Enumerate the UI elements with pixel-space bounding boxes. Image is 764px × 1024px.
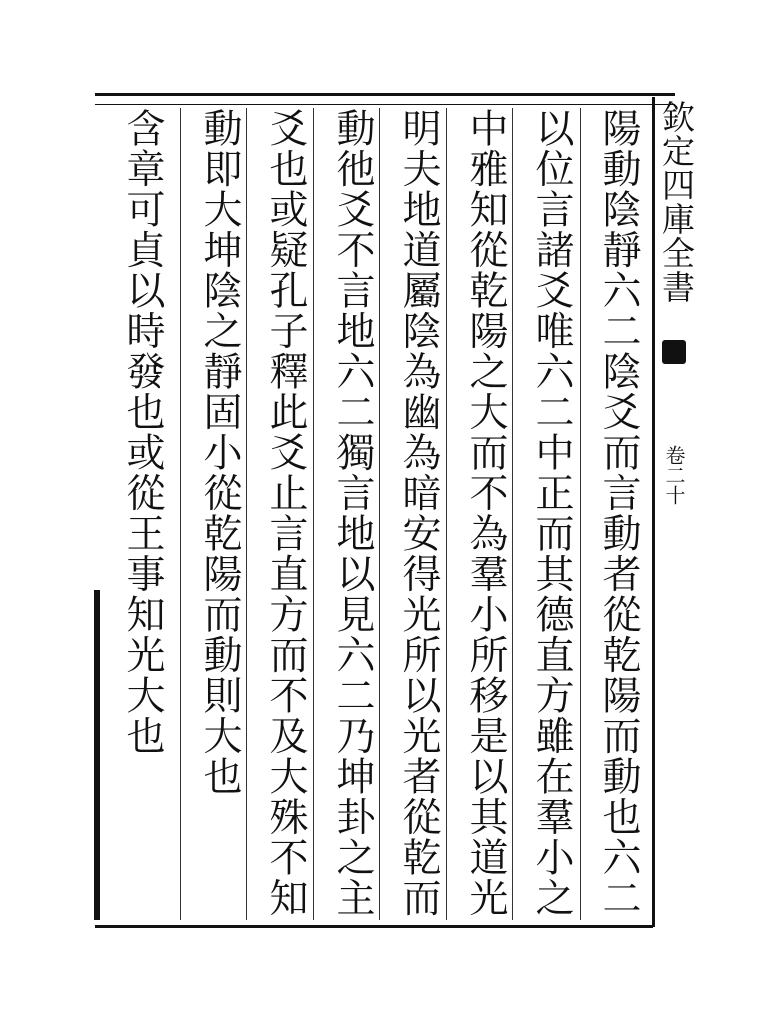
column-divider xyxy=(180,108,181,920)
text-column-8: 含章可貞以時發也或從王事知光大也 xyxy=(120,108,165,756)
text-column-3: 中雅知從乾陽之大而不為羣小所移是以其道光 xyxy=(463,108,508,918)
text-column-5: 動彵爻不言地六二獨言地以見六二乃坤卦之主 xyxy=(330,108,375,918)
text-column-1: 陽動陰靜六二陰爻而言動者從乾陽而動也六二 xyxy=(596,108,641,918)
volume-label: 卷二十 xyxy=(662,445,686,505)
column-thick-rule xyxy=(94,590,100,920)
book-title: 欽定四庫全書 xyxy=(657,100,696,304)
text-column-2: 以位言諸爻唯六二中正而其德直方雖在羣小之 xyxy=(529,108,574,918)
frame-right-border xyxy=(652,97,655,927)
frame-bottom-border xyxy=(95,925,653,928)
text-column-4: 明夫地道屬陰為幽為暗安得光所以光者從乾而 xyxy=(396,108,441,918)
text-column-6: 爻也或疑孔子釋此爻止言直方而不及大殊不知 xyxy=(263,108,308,918)
text-column-7: 動即大坤陰之靜固小從乾陽而動則大也 xyxy=(197,108,242,797)
frame-top-border xyxy=(95,93,675,105)
seal-mark xyxy=(662,340,686,364)
